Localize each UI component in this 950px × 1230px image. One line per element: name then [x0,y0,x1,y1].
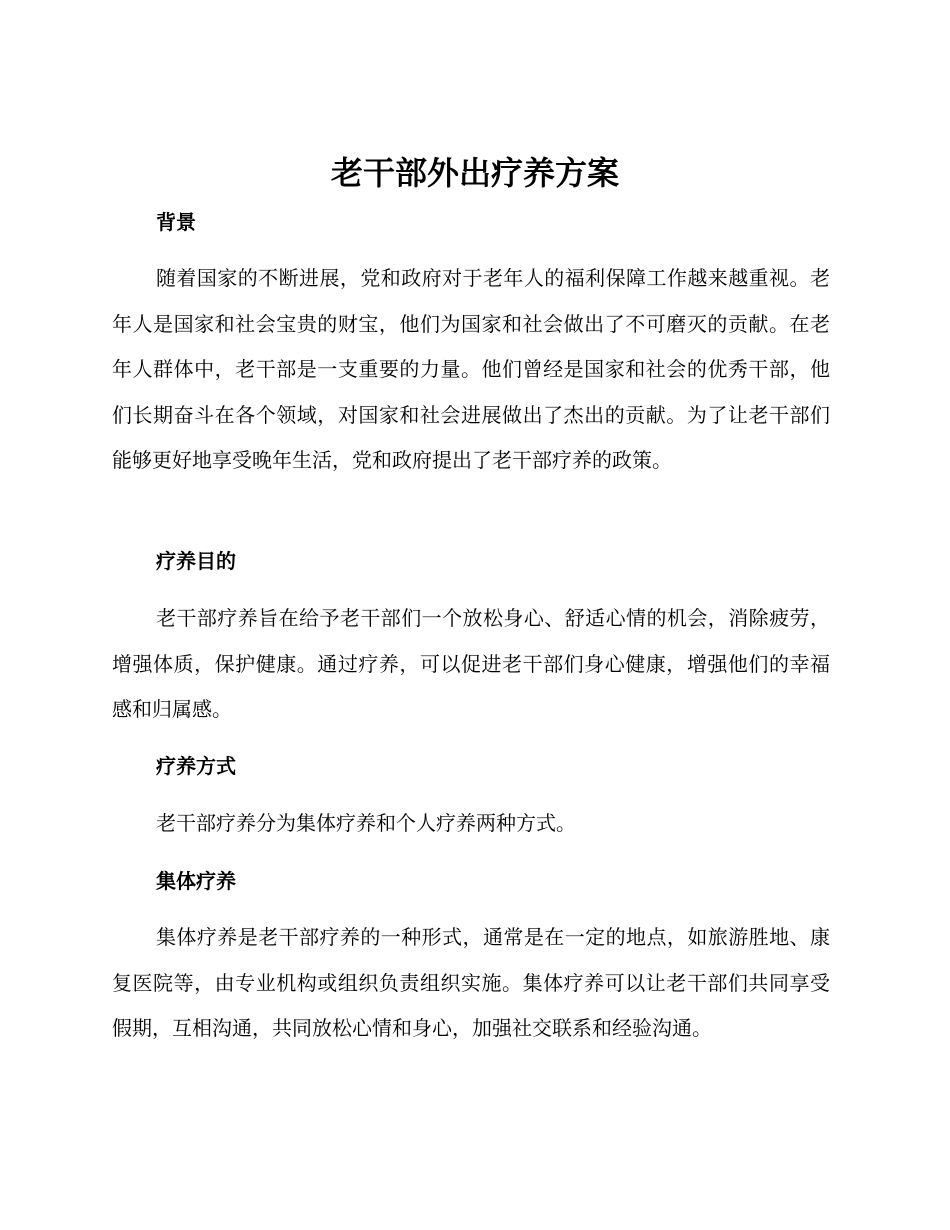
section-paragraph-background: 随着国家的不断进展，党和政府对于老年人的福利保障工作越来越重视。老年人是国家和社会宝贵的财宝，他们为国家和社会做出了不可磨灭的贡献。在老年人群体中，老干部是一支重要的力量。他们曾经是国家和社会的优秀干部，他们长期奋斗在各个领域，对国家和社会进展做出了杰出的贡献。为了让老干部们能够更好地享受晚年生活，党和政府提出了老干部疗养的政策。 [112,266,830,472]
section-heading-purpose: 疗养目的 [156,549,236,573]
document-title: 老干部外出疗养方案 [330,154,619,192]
section-paragraph-method: 老干部疗养分为集体疗养和个人疗养两种方式。 [156,811,576,835]
section-paragraph-group: 集体疗养是老干部疗养的一种形式，通常是在一定的地点，如旅游胜地、康复医院等，由专业机构或组织负责组织实施。集体疗养可以让老干部们共同享受假期，互相沟通，共同放松心情和身心，加强社交联系和经验沟通。 [112,925,830,1040]
section-paragraph-purpose: 老干部疗养旨在给予老干部们一个放松身心、舒适心情的机会，消除疲劳，增强体质，保护健康。通过疗养，可以促进老干部们身心健康，增强他们的幸福感和归属感。 [112,606,830,721]
section-heading-group: 集体疗养 [156,869,236,893]
section-heading-background: 背景 [156,210,196,234]
section-heading-method: 疗养方式 [156,754,236,778]
